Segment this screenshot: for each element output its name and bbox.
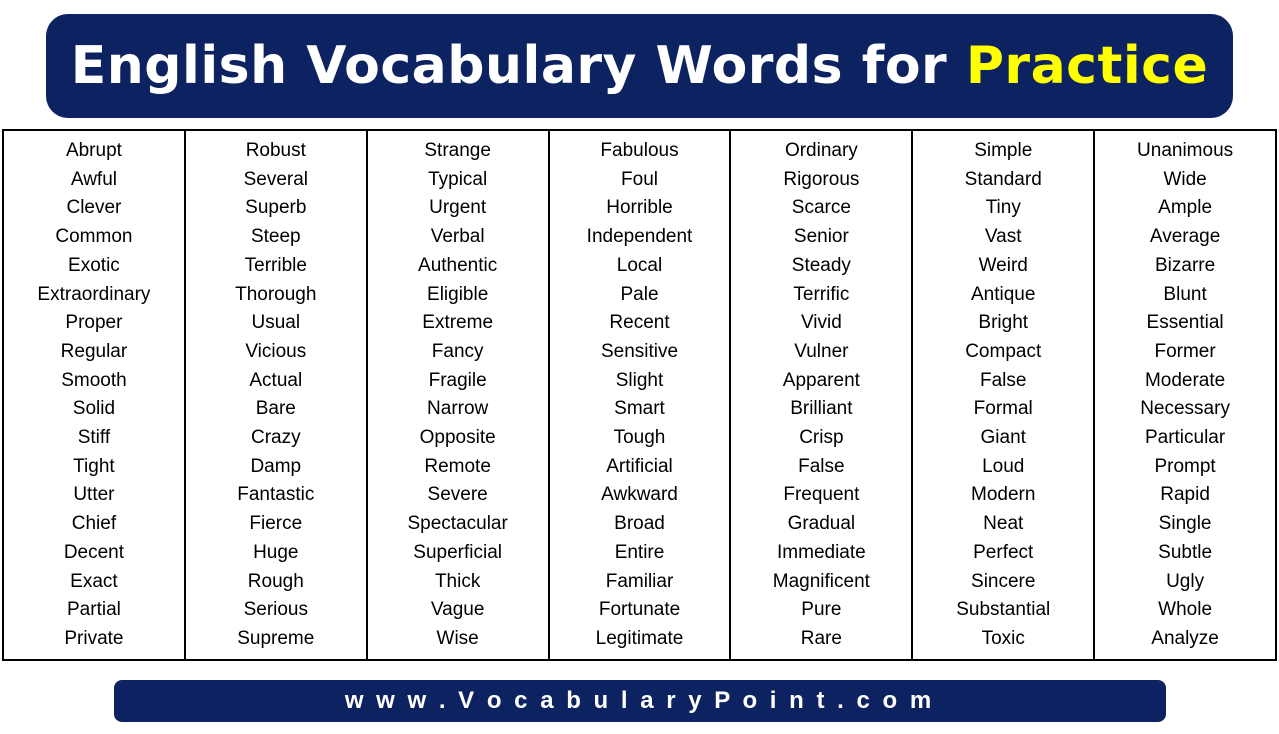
word-column-6 [913, 131, 1095, 659]
word-item: Prompt [1154, 455, 1216, 477]
word-item: Bare [255, 398, 296, 420]
word-item: Vast [984, 226, 1022, 248]
word-item: Fabulous [600, 140, 679, 161]
word-item: Weird [978, 254, 1028, 276]
word-item: Moderate [1144, 369, 1226, 391]
word-column-3 [368, 131, 550, 659]
word-item: Rough [247, 570, 304, 592]
word-item: Strange [424, 140, 491, 161]
word-item: Subtle [1158, 541, 1213, 563]
word-item: Extreme [422, 312, 494, 334]
page-title [71, 36, 1209, 96]
word-item: Broad [614, 513, 665, 535]
word-item: Awful [70, 168, 117, 190]
word-item: Thorough [235, 283, 317, 305]
word-item: Sincere [971, 570, 1036, 592]
word-item: Independent [586, 226, 693, 248]
word-item: Analyze [1151, 627, 1219, 649]
word-item: Exotic [68, 254, 120, 276]
word-item: Gradual [787, 513, 856, 535]
word-item: Unanimous [1137, 140, 1234, 161]
word-item: Single [1158, 513, 1212, 535]
word-item: Loud [982, 455, 1025, 477]
word-item: Vivid [800, 312, 842, 334]
word-item: Perfect [973, 541, 1034, 563]
word-item: Necessary [1140, 398, 1230, 420]
word-item: Common [55, 226, 133, 248]
word-item: Fantastic [237, 484, 315, 506]
word-item: Giant [980, 427, 1026, 449]
word-item: Remote [424, 455, 491, 477]
word-item: Tight [73, 455, 115, 477]
word-item: Smooth [61, 369, 127, 391]
footer-banner [0, 680, 1279, 722]
word-column-2 [186, 131, 368, 659]
word-item: Clever [66, 197, 122, 219]
word-item: Crisp [799, 427, 844, 449]
word-item: Ample [1158, 197, 1213, 219]
header-banner [46, 14, 1233, 118]
page-title-main: English Vocabulary Words for [70, 36, 966, 96]
word-item: Actual [249, 369, 303, 391]
word-item: Narrow [427, 398, 489, 420]
word-item: Simple [974, 140, 1033, 161]
word-item: Thick [434, 570, 481, 592]
word-item: Superb [245, 197, 307, 219]
vocabulary-poster [0, 14, 1279, 734]
word-item: Terrible [244, 254, 307, 276]
word-item: Chief [71, 513, 117, 535]
word-item: Extraordinary [37, 283, 151, 305]
word-item: Robust [245, 140, 306, 161]
word-item: Regular [60, 340, 128, 362]
word-item: Terrific [793, 283, 850, 305]
word-item: Partial [67, 599, 121, 621]
word-item: Superficial [413, 541, 502, 563]
word-item: Utter [73, 484, 115, 506]
word-item: Artificial [606, 455, 673, 477]
word-item: Damp [250, 455, 302, 477]
word-item: Whole [1158, 599, 1213, 621]
word-item: Vague [430, 599, 485, 621]
word-item: Smart [614, 398, 665, 420]
word-item: Tough [613, 427, 666, 449]
word-item: Particular [1144, 427, 1226, 449]
word-item: Crazy [250, 427, 301, 449]
word-item: Opposite [419, 427, 496, 449]
word-item: Apparent [782, 369, 860, 391]
word-item: Typical [428, 168, 488, 190]
word-item: Wide [1163, 168, 1207, 190]
word-item: Severe [427, 484, 488, 506]
word-item: Private [64, 627, 124, 649]
word-item: Ordinary [784, 140, 858, 161]
word-table [2, 129, 1277, 661]
word-item: Exact [70, 570, 118, 592]
word-item: Stiff [77, 427, 111, 449]
word-item: Sensitive [600, 340, 679, 362]
word-item: Fancy [431, 340, 484, 362]
word-item: Formal [973, 398, 1033, 420]
word-item: Antique [971, 283, 1036, 305]
word-item: Blunt [1163, 283, 1207, 305]
word-item: Standard [964, 168, 1042, 190]
word-item: Pale [620, 283, 659, 305]
word-column-4 [550, 131, 732, 659]
word-item: Tiny [985, 197, 1021, 219]
word-item: Spectacular [407, 513, 508, 535]
word-item: Frequent [783, 484, 860, 506]
word-item: Toxic [981, 627, 1025, 649]
word-item: Neat [983, 513, 1024, 535]
word-item: Wise [436, 627, 479, 649]
word-item: Legitimate [595, 627, 684, 649]
word-item: Bright [978, 312, 1029, 334]
word-item: Bizarre [1154, 254, 1216, 276]
word-item: Huge [253, 541, 299, 563]
word-item: Former [1154, 340, 1216, 362]
word-item: Usual [251, 312, 301, 334]
word-item: Urgent [429, 197, 487, 219]
word-item: Immediate [777, 541, 866, 563]
word-item: Fierce [249, 513, 303, 535]
word-item: Vulner [794, 340, 849, 362]
word-item: Verbal [430, 226, 485, 248]
word-item: Solid [72, 398, 116, 420]
word-item: Familiar [605, 570, 674, 592]
word-item: Rapid [1160, 484, 1210, 506]
word-item: Fortunate [598, 599, 681, 621]
word-item: Modern [971, 484, 1036, 506]
word-item: Proper [65, 312, 123, 334]
word-item: Substantial [956, 599, 1051, 621]
word-item: Authentic [418, 254, 498, 276]
word-item: Serious [243, 599, 308, 621]
word-item: Rare [800, 627, 842, 649]
word-item: Ugly [1166, 570, 1205, 592]
word-item: False [798, 455, 845, 477]
word-item: Rigorous [783, 168, 860, 190]
word-item: Compact [965, 340, 1042, 362]
word-item: Steady [791, 254, 851, 276]
word-item: Local [616, 254, 663, 276]
word-item: Magnificent [772, 570, 870, 592]
word-item: Recent [609, 312, 670, 334]
word-item: Steep [250, 226, 301, 248]
word-item: Decent [63, 541, 125, 563]
footer-inner [114, 680, 1166, 722]
word-item: Abrupt [65, 140, 122, 161]
word-item: Average [1149, 226, 1221, 248]
page-title-accent: Practice [965, 36, 1209, 96]
word-item: Horrible [606, 197, 673, 219]
word-item: Pure [801, 599, 842, 621]
word-item: Awkward [601, 484, 678, 506]
word-item: Entire [614, 541, 665, 563]
word-column-7 [1095, 131, 1275, 659]
word-item: Eligible [427, 283, 489, 305]
word-column-1 [4, 131, 186, 659]
word-item: Brilliant [790, 398, 853, 420]
word-item: Senior [793, 226, 849, 248]
word-item: Supreme [237, 627, 315, 649]
word-column-5 [731, 131, 913, 659]
website-url: w w w . V o c a b u l a r y P o i n t . c o m [344, 687, 935, 714]
word-item: False [979, 369, 1027, 391]
word-item: Scarce [791, 197, 851, 219]
word-item: Slight [615, 369, 664, 391]
word-item: Fragile [428, 369, 487, 391]
word-item: Essential [1146, 312, 1224, 334]
word-item: Vicious [245, 340, 307, 362]
word-item: Foul [621, 168, 658, 190]
word-item: Several [243, 168, 308, 190]
